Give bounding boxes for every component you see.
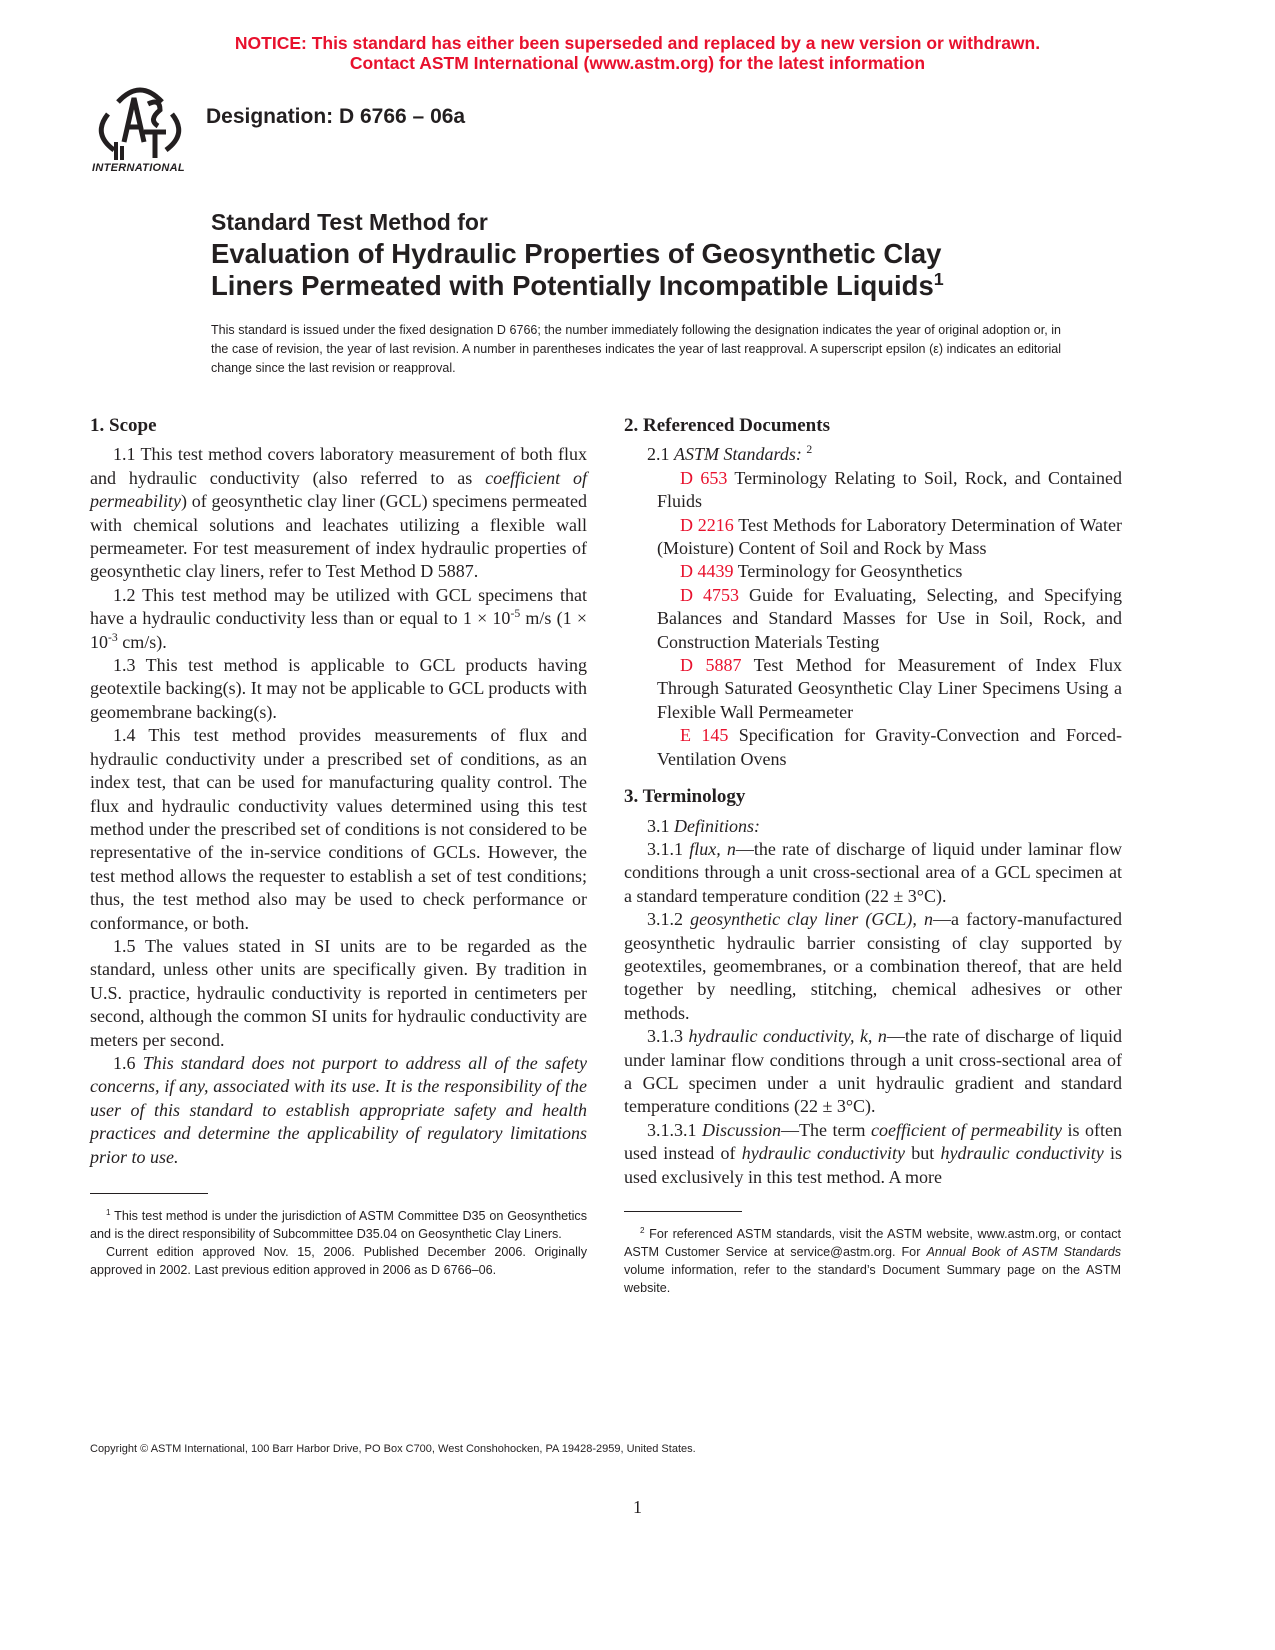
reference-item xyxy=(624,514,1122,561)
astm-logo xyxy=(88,80,198,180)
para-3-1-3-1: 3.1.3.1 Discussion—The term coefficient of permeability is often used instead of hydraulic conductivity but hydraulic conductivity is used exclusively in this test method. A more xyxy=(624,1119,1122,1187)
referenced-heading: 2. Referenced Documents xyxy=(624,415,830,436)
reference-title: Terminology for Geosynthetics xyxy=(737,561,963,582)
page-number: 1 xyxy=(633,1497,642,1517)
footnote-2: $^2$ For referenced ASTM standards, visit the ASTM website, www.astm.org, or contact ASTM Customer Service at service@astm.org. For Annual Book of ASTM Standards volume information, refer to the standard’s Document Summary page on the ASTM website. xyxy=(624,1225,1121,1295)
reference-title: Test Method for Measurement of Index Flux Through Saturated Geosynthetic Clay Liner Specimens Using a Flexible Wall Permeameter xyxy=(657,655,1123,722)
title-line-3: Liners Permeated with Potentially Incompatible Liquids$^1$ xyxy=(211,268,944,301)
title-line-2: Evaluation of Hydraulic Properties of Geosynthetic Clay xyxy=(211,238,942,269)
para-3-1-2: 3.1.2 geosynthetic clay liner (GCL), n—a factory-manufactured geosynthetic hydraulic barrier consisting of clay supported by geotextiles, geomembranes, or a combination thereof, that are held together by needling, stitching, chemical adhesives or other methods. xyxy=(624,909,1122,1023)
footnote-rule-right xyxy=(624,1211,742,1212)
para-3-1-1: 3.1.1 flux, n—the rate of discharge of liquid under laminar flow conditions through a unit cross-sectional area of a GCL specimen at a standard temperature condition (22 ± 3°C). xyxy=(624,838,1122,906)
title-footnote-mark: 1 xyxy=(933,268,944,289)
reference-item xyxy=(624,724,1122,771)
document-title xyxy=(211,206,1111,302)
footnote-rule-left xyxy=(90,1193,208,1194)
reference-title: Guide for Evaluating, Selecting, and Specifying Balances and Standard Masses for Use in Soil, Rock, and Construction Materials Testing xyxy=(657,584,1122,652)
reference-list xyxy=(624,467,1122,771)
para-1-5: 1.5 The values stated in SI units are to be regarded as the standard, unless other units are specifically given. By tradition in U.S. practice, hydraulic conductivity is reported in centimeters per second, although the common SI units for hydraulic conductivity are meters per second. xyxy=(90,935,587,1050)
reference-title: Test Methods for Laboratory Determination of Water (Moisture) Content of Soil and Rock by Mass xyxy=(657,514,1122,559)
reference-item xyxy=(624,467,1122,514)
para-1-4: 1.4 This test method provides measurements of flux and hydraulic conductivity under a prescribed set of conditions, as an index test, that can be used for manufacturing quality control. The flux and hydraulic conductivity values determined using this test method under the prescribed set of conditions is not considered to be representative of the in-service conditions of GCLs. However, the test method allows the requester to establish a set of test conditions; thus, the test method also may be used to check performance or conformance, or both. xyxy=(90,725,587,933)
para-3-1: 3.1 Definitions: xyxy=(647,815,760,836)
reference-link[interactable]: D 653 xyxy=(680,467,728,488)
para-3-1-3: 3.1.3 hydraulic conductivity, k, n—the rate of discharge of liquid under laminar flow conditions through a unit cross-sectional area of a GCL specimen under a unit hydraulic gradient and standard temperature conditions (22 ± 3°C). xyxy=(624,1026,1122,1117)
reference-item xyxy=(624,654,1122,724)
reference-link[interactable]: E 145 xyxy=(680,725,729,746)
para-1-6: 1.6 This standard does not purport to address all of the safety concerns, if any, associated with its use. It is the responsibility of the user of this standard to establish appropriate safety and health practices and determine the applicability of regulatory limitations prior to use. xyxy=(90,1052,588,1167)
para-1-3: 1.3 This test method is applicable to GCL products having geotextile backing(s). It may not be applicable to GCL products with geomembrane backing(s). xyxy=(90,655,587,722)
standard-note: This standard is issued under the fixed designation D 6766; the number immediately following the designation indicates the year of original adoption or, in the case of revision, the year of last revision. A number in parentheses indicates the year of last reapproval. A superscript epsilon (ε) indicates an editorial change since the last revision or reapproval. xyxy=(211,323,1061,375)
para-1-2: 1.2 This test method may be utilized with GCL specimens that have a hydraulic conductivity less than or equal to $1 \times 10^{-5}$ m/s ($1 \times 10^{-3}$ cm/s). xyxy=(90,584,587,652)
title-line-1: Standard Test Method for xyxy=(211,209,488,235)
reference-title: Terminology Relating to Soil, Rock, and Contained Fluids xyxy=(657,467,1122,512)
scope-heading: 1. Scope xyxy=(90,415,157,436)
footnote-1: $^1$ This test method is under the jurisdiction of ASTM Committee D35 on Geosynthetics and is the direct responsibility of Subcommittee D35.04 on Geosynthetic Clay Liners. Current edition approved Nov. 15, 2006. Published December 2006. Originally approved in 2002. Last previous edition approved in 2006 as D 6766–06. xyxy=(90,1207,587,1277)
terminology-heading: 3. Terminology xyxy=(624,786,746,808)
para-2-1: 2.1 ASTM Standards: $^2$ xyxy=(647,443,813,465)
right-column xyxy=(624,414,1122,1189)
reference-title: Specification for Gravity-Convection and Forced-Ventilation Ovens xyxy=(657,725,1123,769)
notice-line-1: NOTICE: This standard has either been superseded and replaced by a new version or withdrawn. xyxy=(234,33,1041,53)
reference-link[interactable]: D 5887 xyxy=(680,655,742,676)
reference-item xyxy=(624,560,1122,583)
astm-logo-icon xyxy=(88,80,192,164)
notice-banner xyxy=(0,33,1275,73)
reference-link[interactable]: D 2216 xyxy=(680,514,734,535)
logo-international-text: INTERNATIONAL xyxy=(92,162,185,174)
reference-item xyxy=(624,584,1122,654)
designation: Designation: D 6766 – 06a xyxy=(206,105,466,128)
reference-link[interactable]: D 4753 xyxy=(680,584,740,605)
notice-line-2: Contact ASTM International (www.astm.org) for the latest information xyxy=(349,53,926,73)
left-column xyxy=(90,414,587,1169)
reference-link[interactable]: D 4439 xyxy=(680,561,734,582)
para-1-1: 1.1 This test method covers laboratory measurement of both flux and hydraulic conductivity (also referred to as coefficient of permeability) of geosynthetic clay liner (GCL) specimens permeated with chemical solutions and leachates utilizing a flexible wall permeameter. For test measurement of index hydraulic properties of geosynthetic clay liners, refer to Test Method D 5887. xyxy=(90,444,587,582)
copyright: Copyright © ASTM International, 100 Barr Harbor Drive, PO Box C700, West Conshohocken, PA 19428-2959, United States. xyxy=(90,1443,696,1455)
